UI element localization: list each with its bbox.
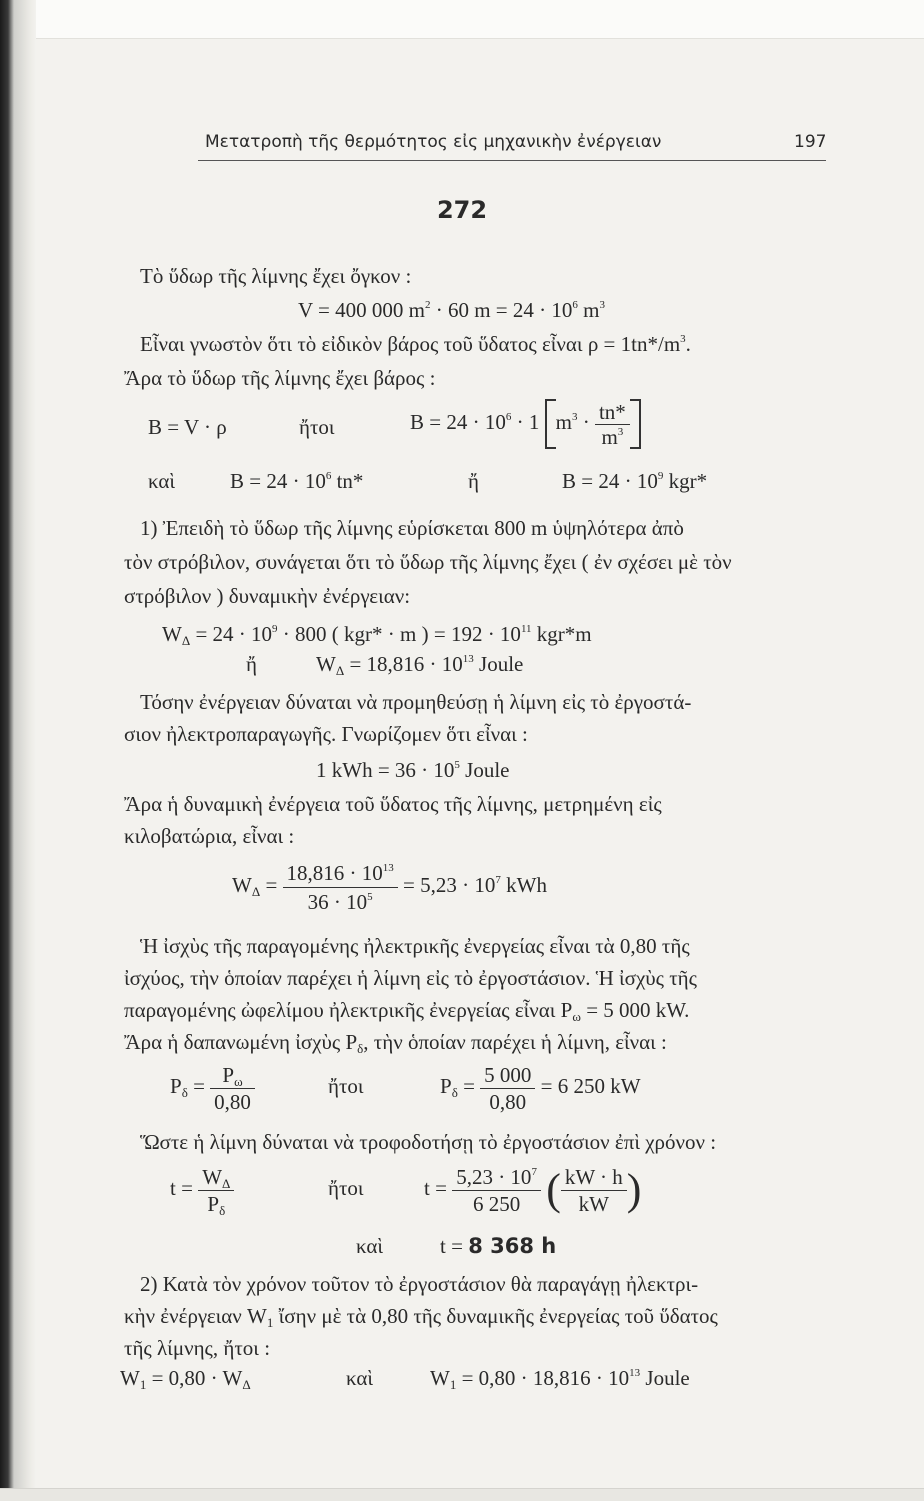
equation-energy: $W_\Delta = 24 \cdot 10^9 \cdot 800$ ( kgr* · m ) = $192 \cdot 10^{11}$ kgr*m (162, 622, 592, 648)
equation-connector: ἤτοι (328, 1176, 364, 1200)
text-line: κὴν ἐνέργειαν $W_1$ ἴσην μὲ τὰ 0,80 τῆς δυναμικῆς ἐνεργείας τοῦ ὕδατος (124, 1304, 718, 1330)
equation-volume: V = 400 000 $m^2 \cdot 60$ $m = 24 \cdot 10^6$ $m^3$ (298, 298, 605, 322)
equation-weight-b: $B = 24 \cdot 10^6 \cdot 1$ $m^3$ · $\frac{tn*}{m^3}$ (410, 392, 641, 452)
equation-electric-energy-b: $W_1 = 0,80 \cdot 18,816 \cdot 10^{13}$ Joule (430, 1366, 690, 1392)
equation-connector: ἤ (246, 652, 257, 676)
text-line: Τὸ ὕδωρ τῆς λίμνης ἔχει ὄγκον : (140, 264, 412, 288)
text-line: Ἡ ἰσχὺς τῆς παραγομένης ἠλεκτρικῆς ἐνεργείας εἶναι τὰ 0,80 τῆς (140, 934, 690, 958)
equation-power-a: $P_\delta$ = $\frac{P_\omega}{0,80}$ (170, 1056, 255, 1116)
text-line: παραγομένης ὠφελίμου ἠλεκτρικῆς ἐνεργείας εἶναι $P_\omega = 5$ 000 kW. (124, 998, 690, 1024)
text-line: κιλοβατώρια, εἶναι : (124, 824, 295, 848)
running-header: Μετατροπὴ τῆς θερμότητος εἰς μηχανικὴν ἐνέργειαν (205, 132, 662, 152)
equation-time-result: t = 8 368 h (440, 1234, 557, 1258)
text-line: τῆς λίμνης, ἤτοι : (124, 1336, 271, 1360)
equation-connector: ἤ (468, 469, 479, 493)
left-bracket (545, 399, 556, 449)
text-line: στρόβιλον ) δυναμικὴν ἐνέργειαν: (124, 584, 411, 608)
text-line: Ἄρα τὸ ὕδωρ τῆς λίμνης ἔχει βάρος : (124, 366, 436, 390)
equation-kwh: 1 kWh = $36 \cdot 10^5$ Joule (316, 758, 510, 782)
text-line: τὸν στρόβιλον, συνάγεται ὅτι τὸ ὕδωρ τῆς λίμνης ἔχει ( ἐν σχέσει μὲ τὸν (124, 550, 732, 574)
page-number: 197 (794, 132, 827, 152)
text-line: Ἄρα ἡ δυναμικὴ ἐνέργεια τοῦ ὕδατος τῆς λίμνης, μετρημένη εἰς (124, 792, 662, 816)
equation-weight-tn: $B = 24 \cdot 10^6$ tn* (230, 469, 364, 493)
equation-power-b: $P_\delta$ = $\frac{5 000}{0,80}$ = 6 250 kW (440, 1062, 641, 1114)
scan-top-margin (0, 0, 924, 39)
left-paren: ( (546, 1165, 561, 1215)
equation-energy-joule: $W_\Delta = 18,816 \cdot 10^{13}$ Joule (316, 652, 524, 678)
text-line: 2) Κατὰ τὸν χρόνον τοῦτον τὸ ἐργοστάσιον θὰ παραγάγῃ ἠλεκτρι- (140, 1272, 699, 1296)
right-paren: ) (626, 1165, 642, 1215)
equation-weight-kgr: $B = 24 \cdot 10^9$ kgr* (562, 469, 708, 493)
problem-number: 272 (436, 196, 488, 224)
text-line: Ὥστε ἡ λίμνη δύναται νὰ τροφοδοτήσῃ τὸ ἐργοστάσιον ἐπὶ χρόνον : (140, 1130, 717, 1154)
scan-bottom-margin (0, 1488, 924, 1501)
equation-electric-energy-a: $W_1 = 0,80 \cdot W_\Delta$ (120, 1366, 251, 1392)
right-bracket (630, 399, 641, 449)
equation-weight-a: B = V · ρ (148, 415, 227, 439)
text-line: Εἶναι γνωστὸν ὅτι τὸ εἰδικὸν βάρος τοῦ ὕδατος εἶναι $\rho = 1tn*/m^3$. (140, 332, 691, 356)
text-line: ἰσχύος, τὴν ὁποίαν παρέχει ἡ λίμνη εἰς τὸ ἐργοστάσιον. Ἡ ἰσχὺς τῆς (124, 966, 697, 990)
text-line: Τόσην ἐνέργειαν δύναται νὰ προμηθεύσῃ ἡ λίμνη εἰς τὸ ἐργοστά- (140, 690, 692, 714)
equation-connector: ἤτοι (299, 415, 335, 439)
text-line: Ἄρα ἡ δαπανωμένη ἰσχὺς $P_\delta$, τὴν ὁποίαν παρέχει ἡ λίμνη, εἶναι : (124, 1030, 667, 1056)
equation-connector: καὶ (356, 1234, 384, 1258)
equation-energy-kwh: $W_\Delta$ = $\frac{18,816 \cdot 10^{13}}{36 \cdot 10^5}$ = $5,23 \cdot 10^7$ kWh (232, 860, 547, 914)
equation-connector: ἤτοι (328, 1074, 364, 1098)
equation-connector: καὶ (346, 1366, 374, 1390)
text-line: σιον ἠλεκτροπαραγωγῆς. Γνωρίζομεν ὅτι εἶναι : (124, 722, 528, 746)
header-rule (198, 160, 826, 161)
equation-time-a: t = $\frac{W_\Delta}{P_\delta}$ (170, 1156, 234, 1220)
text-line: 1) Ἐπειδὴ τὸ ὕδωρ τῆς λίμνης εὑρίσκεται 800 m ὑψηλότερα ἀπὸ (140, 516, 684, 540)
equation-connector: καὶ (148, 469, 176, 493)
equation-time-b: t = $\frac{5,23 \cdot 10^7}{6 250}$ ( $\frac{kW \cdot h}{kW}$ ) (424, 1164, 642, 1216)
scan-binding-shadow (0, 0, 36, 1500)
